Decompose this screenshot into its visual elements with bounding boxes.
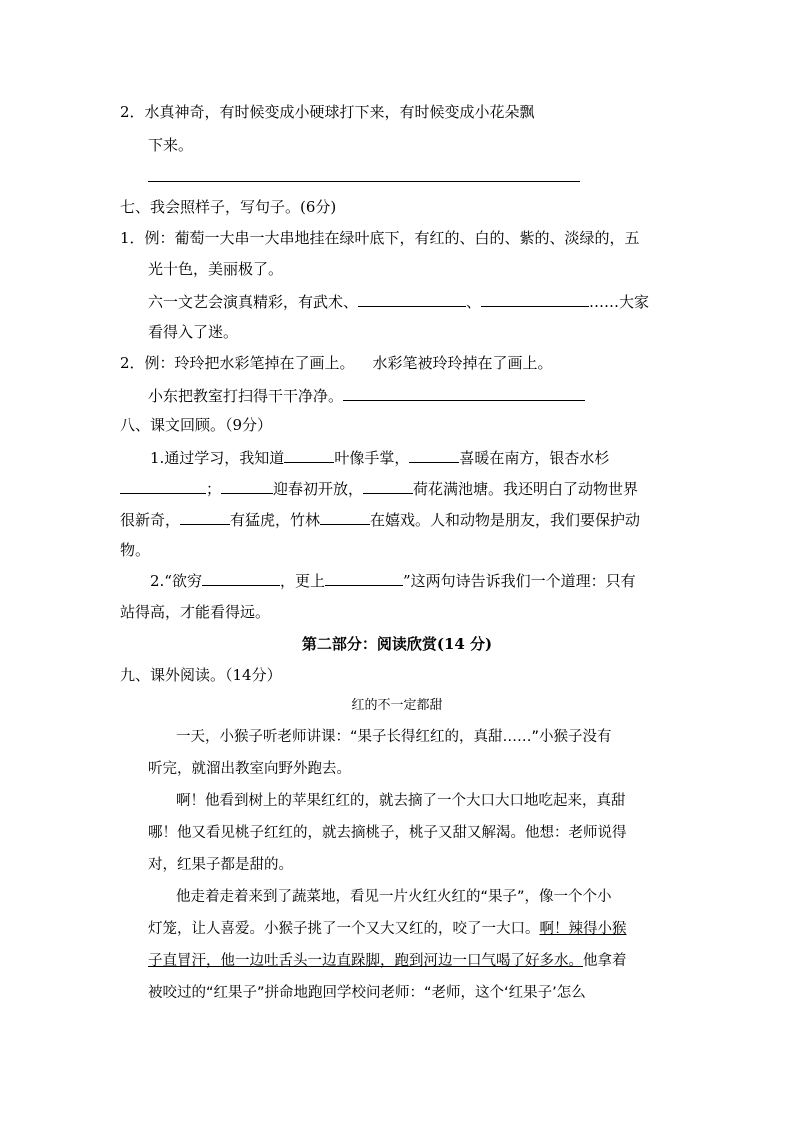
text: 有猛虎，竹林 bbox=[230, 511, 321, 529]
underlined-text: 啊！辣得小猴 bbox=[539, 921, 627, 937]
text: 喜暖在南方，银杏水杉 bbox=[459, 449, 610, 467]
blank[interactable] bbox=[325, 570, 403, 586]
blank[interactable] bbox=[343, 385, 585, 401]
part2-title: 第二部分：阅读欣赏(14 分) bbox=[301, 635, 493, 653]
q8-s2-line2: 站得高，才能看得远。 bbox=[120, 603, 271, 621]
blank[interactable] bbox=[358, 291, 466, 307]
story-p2-line3: 对，红果子都是甜的。 bbox=[148, 857, 293, 873]
text: 他拿着 bbox=[583, 953, 627, 969]
blank[interactable] bbox=[120, 478, 206, 494]
story-title: 红的不一定都甜 bbox=[351, 698, 443, 713]
q8-s2-line1 bbox=[150, 570, 636, 591]
blank[interactable] bbox=[202, 570, 280, 586]
q7-example2-line1 bbox=[120, 353, 553, 373]
text: 叶像手掌， bbox=[334, 449, 410, 467]
blank[interactable] bbox=[221, 478, 273, 494]
blank[interactable] bbox=[180, 509, 230, 525]
text: 在嬉戏。人和动物是朋友，我们要保护动 bbox=[370, 511, 641, 529]
text: 荷花满池塘。我还明白了动物世界 bbox=[413, 480, 639, 498]
q7-heading: 七、我会照样子，写句子。(6分) bbox=[120, 198, 337, 216]
blank[interactable] bbox=[320, 509, 370, 525]
q7-example1-task-end: 看得入了迷。 bbox=[148, 323, 239, 341]
q8-heading: 八、课文回顾。（9分） bbox=[120, 416, 273, 434]
q7-example1-task bbox=[148, 291, 649, 312]
text: 水彩笔被玲玲掉在了画上。 bbox=[372, 354, 553, 372]
story-p1-line2: 听完，就溜出教室向野外跑去。 bbox=[148, 761, 351, 777]
q8-s1-line1 bbox=[150, 447, 609, 468]
text: 小东把教室打扫得干干净净。 bbox=[148, 387, 344, 405]
story-p2-line2: 哪！他又看见桃子红红的，就去摘桃子，桃子又甜又解渴。他想：老师说得 bbox=[148, 825, 627, 841]
q7-example2-task bbox=[148, 385, 585, 406]
q6-item2-line2: 下来。 bbox=[148, 136, 194, 154]
text: 很新奇， bbox=[120, 511, 181, 529]
story-p3-line4: 被咬过的“红果子”拼命地跑回学校问老师：“老师，这个‘红果子’怎么 bbox=[148, 985, 586, 1001]
story-p3-line3 bbox=[148, 951, 627, 971]
answer-line[interactable] bbox=[148, 181, 580, 182]
story-p1-line1: 一天，小猴子听老师讲课：“果子长得红红的，真甜……”小猴子没有 bbox=[176, 729, 612, 745]
story-p3-line1: 他走着走着来到了蔬菜地，看见一片火红火红的“果子”，像一个个小 bbox=[176, 889, 612, 905]
text: 1.通过学习，我知道 bbox=[150, 449, 285, 467]
text: ； bbox=[206, 480, 222, 498]
text: 2．例：玲玲把水彩笔掉在了画上。 bbox=[120, 354, 355, 372]
q8-s1-line3 bbox=[120, 509, 640, 530]
story-p3-line2 bbox=[148, 919, 627, 939]
text: 灯笼，让人喜爱。小猴子挑了一个又大又红的，咬了一大口。 bbox=[148, 921, 540, 937]
q7-example1-line1: 1．例：葡萄一大串一大串地挂在绿叶底下，有红的、白的、紫的、淡绿的，五 bbox=[120, 229, 640, 247]
underlined-text: 子直冒汗，他一边吐舌头一边直跺脚，跑到河边一口气喝了好多水。 bbox=[148, 953, 583, 969]
text: ”这两句诗告诉我们一个道理：只有 bbox=[403, 572, 636, 590]
q8-s1-line4: 物。 bbox=[120, 541, 151, 559]
blank[interactable] bbox=[363, 478, 413, 494]
text: 迎春初开放， bbox=[273, 480, 364, 498]
blank[interactable] bbox=[481, 291, 589, 307]
blank[interactable] bbox=[409, 447, 459, 463]
q9-heading: 九、课外阅读。（14分） bbox=[120, 666, 282, 684]
text: ，更上 bbox=[279, 572, 325, 590]
blank[interactable] bbox=[284, 447, 334, 463]
text: ……大家 bbox=[589, 293, 650, 311]
q6-item2-line1: 2．水真神奇，有时候变成小硬球打下来，有时候变成小花朵飘 bbox=[120, 103, 535, 121]
text: 、 bbox=[466, 293, 482, 311]
q8-s1-line2 bbox=[120, 478, 638, 499]
q7-example1-line2: 光十色，美丽极了。 bbox=[148, 260, 284, 278]
story-p2-line1: 啊！他看到树上的苹果红红的，就去摘了一个大口大口地吃起来，真甜 bbox=[176, 793, 626, 809]
text: 六一文艺会演真精彩，有武术、 bbox=[148, 293, 359, 311]
text: 2.“欲穷 bbox=[150, 572, 202, 590]
